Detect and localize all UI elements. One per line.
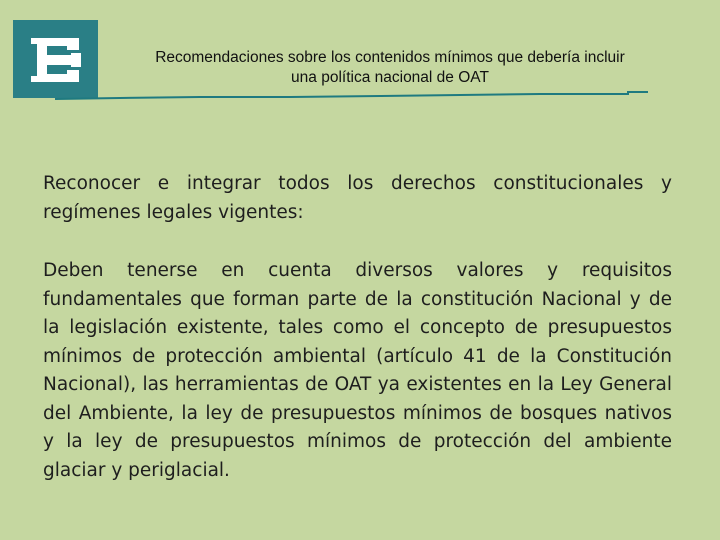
title-line-2: una política nacional de OAT: [291, 69, 489, 86]
e-letter-logo-icon: [13, 20, 98, 98]
logo: [13, 20, 98, 98]
title-line-1: Recomendaciones sobre los contenidos mínimos que debería incluir: [155, 49, 625, 66]
paragraph-requirements: Deben tenerse en cuenta diversos valores y requisitos fundamentales que forman parte de la constitución Nacional y de la legislación existente, tales como el concepto de presupuestos mínimos de protección ambiental (artículo 41 de la Constitución Nacional), las herramientas de OAT ya existentes en la Ley General del Ambiente, la ley de presupuestos mínimos de bosques nativos y la ley de presupuestos mínimos de protección del ambiente glaciar y periglacial.: [43, 260, 672, 481]
paragraph-recognize-rights: Reconocer e integrar todos los derechos constitucionales y regímenes legales vigentes:: [43, 173, 672, 223]
page-title: [110, 48, 670, 88]
main-content: [43, 170, 672, 485]
